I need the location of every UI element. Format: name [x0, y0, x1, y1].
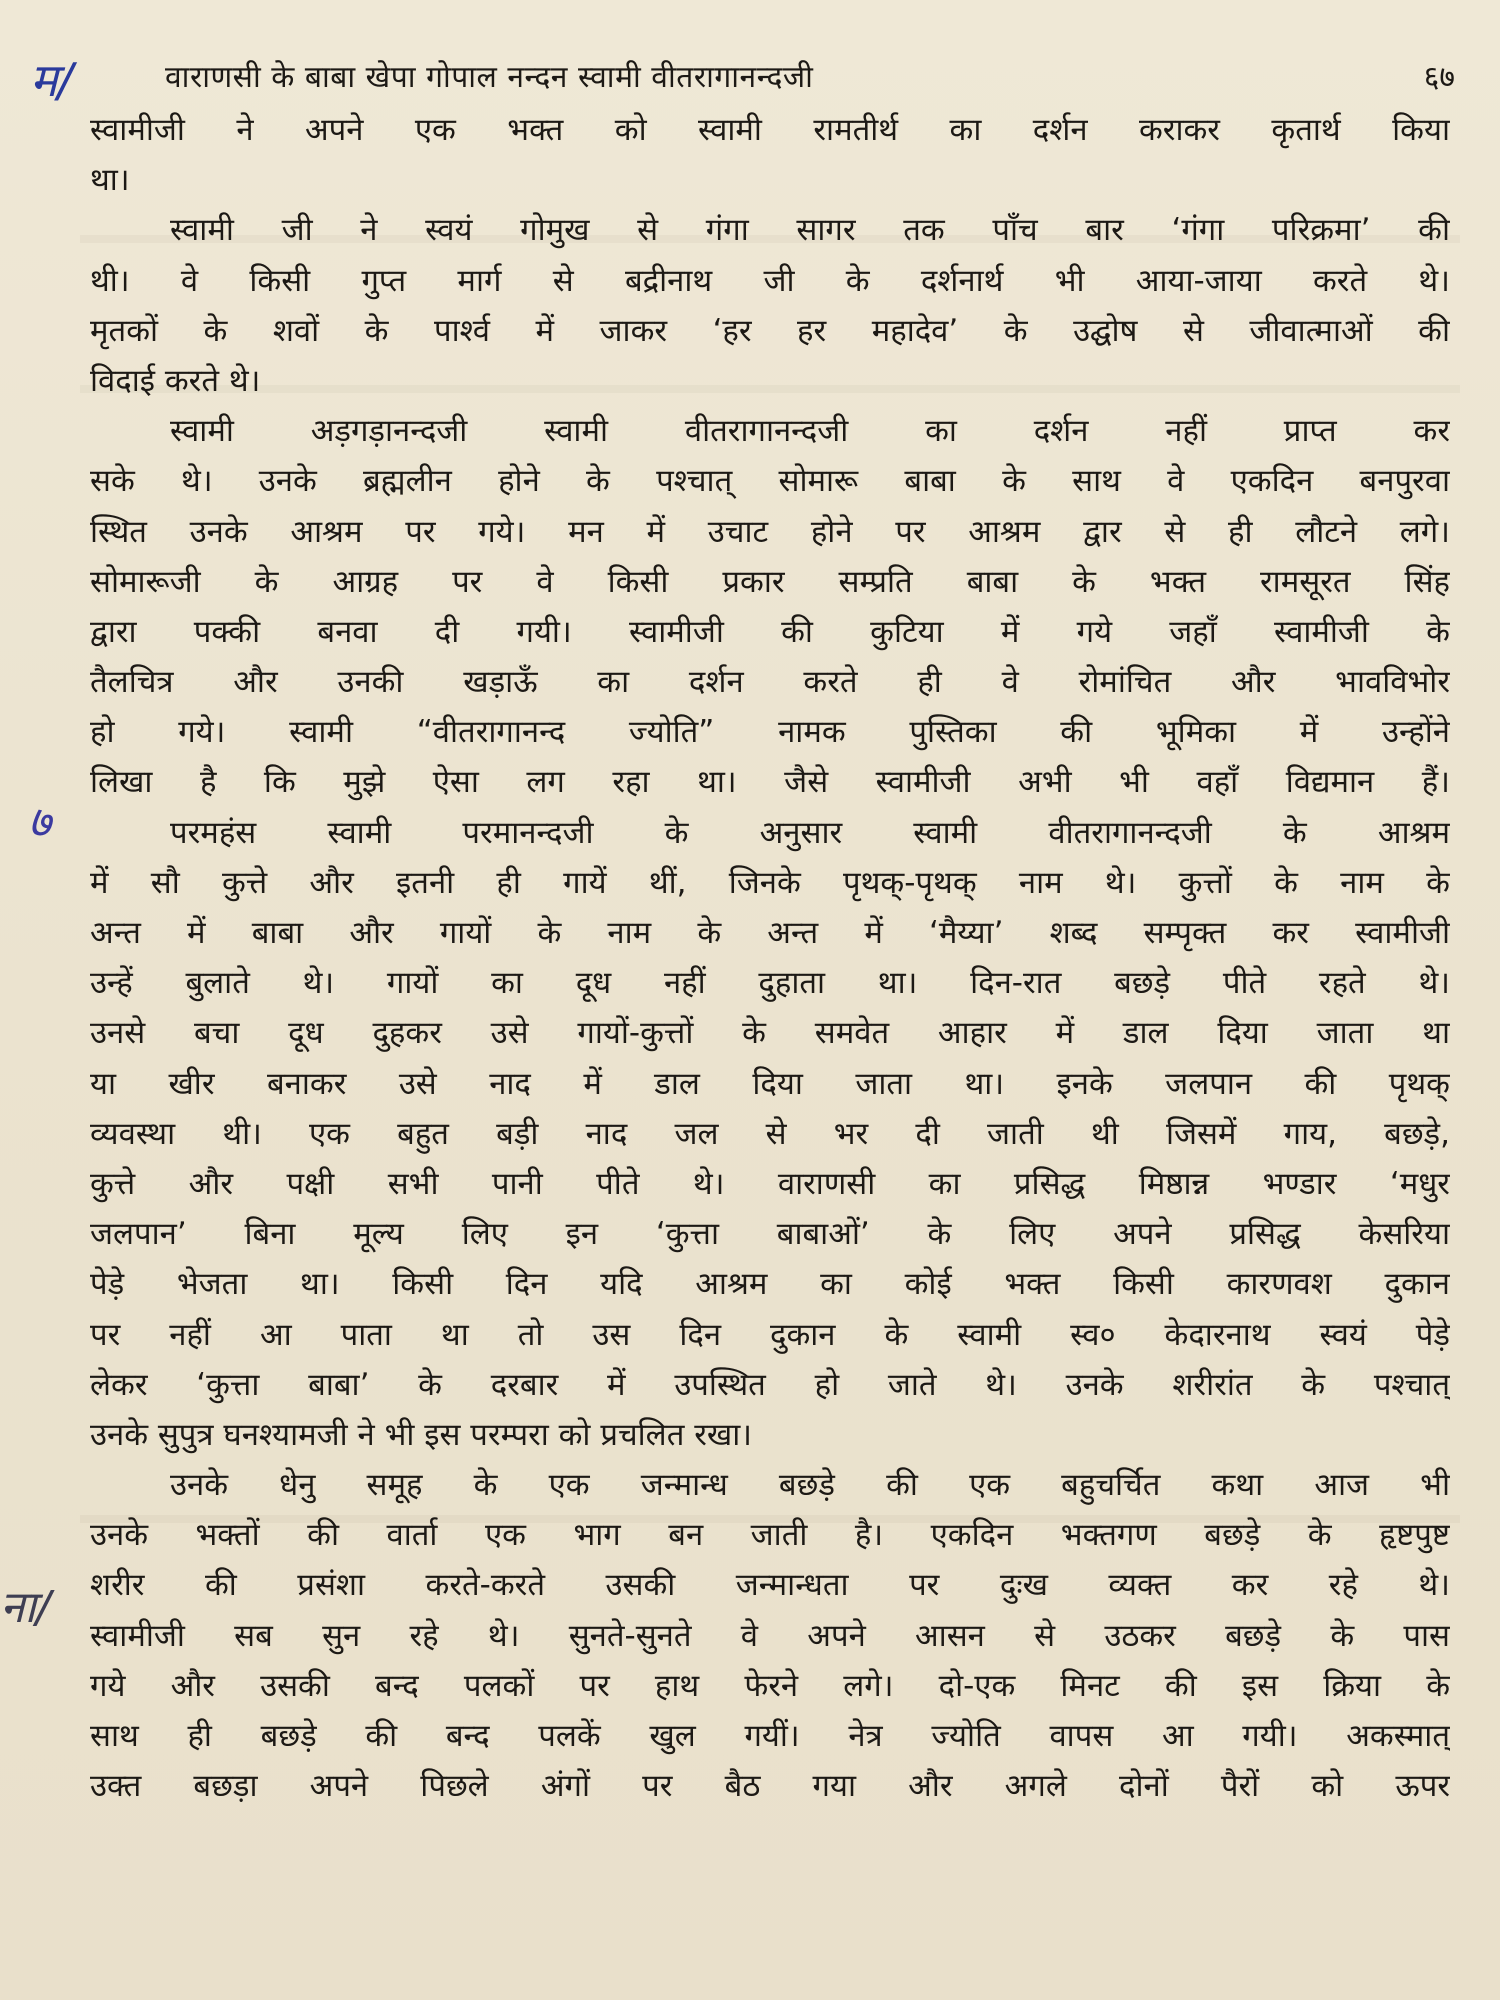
paragraph: [90, 105, 1450, 205]
text-line: स्वामीजी ने अपने एक भक्त को स्वामी रामतीर्थ का दर्शन कराकर कृतार्थ किया: [90, 112, 1450, 148]
text-line: गये और उसकी बन्द पलकों पर हाथ फेरने लगे। दो-एक मिनट की इस क्रिया के: [90, 1667, 1450, 1704]
text-line: में सौ कुत्ते और इतनी ही गायें थीं, जिनके पृथक्-पृथक् नाम थे। कुत्तों के नाम के: [90, 864, 1450, 901]
paragraph: [90, 808, 1450, 1460]
text-line: लिखा है कि मुझे ऐसा लग रहा था। जैसे स्वामीजी अभी भी वहाँ विद्यमान हैं।: [90, 764, 1450, 801]
text-line: था।: [90, 162, 130, 199]
text-line: हो गये। स्वामी “वीतरागानन्द ज्योति” नामक पुस्तिका की भूमिका में उन्होंने: [90, 714, 1450, 751]
text-line: पर नहीं आ पाता था तो उस दिन दुकान के स्वामी स्व० केदारनाथ स्वयं पेड़े: [90, 1316, 1450, 1353]
paragraph: [90, 1460, 1450, 1811]
text-line: स्वामी अड़गड़ानन्दजी स्वामी वीतरागानन्दजी का दर्शन नहीं प्राप्त कर: [170, 413, 1450, 450]
text-line: सके थे। उनके ब्रह्मलीन होने के पश्चात् सोमारू बाबा के साथ वे एकदिन बनपुरवा: [90, 463, 1450, 500]
page-number: ६७: [1423, 60, 1455, 95]
text-line: शरीर की प्रसंशा करते-करते उसकी जन्मान्धता पर दुःख व्यक्त कर रहे थे।: [90, 1567, 1450, 1604]
text-line: विदाई करते थे।: [90, 362, 261, 399]
paragraph: [90, 406, 1450, 808]
text-line: स्थित उनके आश्रम पर गये। मन में उचाट होने पर आश्रम द्वार से ही लौटने लगे।: [90, 513, 1450, 550]
text-line: उन्हें बुलाते थे। गायों का दूध नहीं दुहाता था। दिन-रात बछड़े पीते रहते थे।: [90, 965, 1450, 1002]
text-line: परमहंस स्वामी परमानन्दजी के अनुसार स्वामी वीतरागानन्दजी के आश्रम: [170, 814, 1450, 851]
text-line: उनके सुपुत्र घनश्यामजी ने भी इस परम्परा को प्रचलित रखा।: [90, 1416, 753, 1453]
text-line: स्वामीजी सब सुन रहे थे। सुनते-सुनते वे अपने आसन से उठकर बछड़े के पास: [90, 1617, 1450, 1654]
text-line: उनके भक्तों की वार्ता एक भाग बन जाती है। एकदिन भक्तगण बछड़े के हृष्टपुष्ट: [90, 1517, 1450, 1554]
margin-annotation: म/: [30, 53, 74, 107]
body-text: [90, 105, 1450, 1811]
text-line: व्यवस्था थी। एक बहुत बड़ी नाद जल से भर दी जाती थी जिसमें गाय, बछड़े,: [90, 1115, 1450, 1152]
text-line: उनसे बचा दूध दुहकर उसे गायों-कुत्तों के समवेत आहार में डाल दिया जाता था: [90, 1015, 1450, 1052]
text-line: उनके धेनु समूह के एक जन्मान्ध बछड़े की एक बहुचर्चित कथा आज भी: [170, 1467, 1450, 1504]
text-line: लेकर ‘कुत्ता बाबा’ के दरबार में उपस्थित हो जाते थे। उनके शरीरांत के पश्चात्: [90, 1366, 1450, 1403]
text-line: तैलचित्र और उनकी खड़ाऊँ का दर्शन करते ही वे रोमांचित और भावविभोर: [90, 664, 1450, 701]
text-line: अन्त में बाबा और गायों के नाम के अन्त में ‘मैय्या’ शब्द सम्पृक्त कर स्वामीजी: [90, 915, 1450, 951]
text-line: सोमारूजी के आग्रह पर वे किसी प्रकार सम्प्रति बाबा के भक्त रामसूरत सिंह: [90, 563, 1450, 600]
paragraph: [90, 205, 1450, 406]
page-header: [165, 55, 1455, 107]
text-line: उक्त बछड़ा अपने पिछले अंगों पर बैठ गया और अगले दोनों पैरों को ऊपर: [90, 1768, 1450, 1805]
text-line: स्वामी जी ने स्वयं गोमुख से गंगा सागर तक पाँच बार ‘गंगा परिक्रमा’ की: [170, 212, 1450, 249]
text-line: थी। वे किसी गुप्त मार्ग से बद्रीनाथ जी के दर्शनार्थ भी आया-जाया करते थे।: [90, 262, 1450, 299]
text-line: पेड़े भेजता था। किसी दिन यदि आश्रम का कोई भक्त किसी कारणवश दुकान: [90, 1266, 1450, 1303]
text-line: साथ ही बछड़े की बन्द पलकें खुल गयीं। नेत्र ज्योति वापस आ गयी। अकस्मात्: [90, 1718, 1450, 1754]
text-line: जलपान’ बिना मूल्य लिए इन ‘कुत्ता बाबाओं’ के लिए अपने प्रसिद्ध केसरिया: [90, 1216, 1450, 1253]
text-line: मृतकों के शवों के पार्श्व में जाकर ‘हर हर महादेव’ के उद्घोष से जीवात्माओं की: [90, 312, 1450, 349]
running-head: वाराणसी के बाबा खेपा गोपाल नन्दन स्वामी वीतरागानन्दजी: [165, 60, 814, 95]
text-line: या खीर बनाकर उसे नाद में डाल दिया जाता था। इनके जलपान की पृथक्: [90, 1065, 1450, 1102]
text-line: कुत्ते और पक्षी सभी पानी पीते थे। वाराणसी का प्रसिद्ध मिष्ठान्न भण्डार ‘मधुर: [90, 1165, 1450, 1202]
text-line: द्वारा पक्की बनवा दी गयी। स्वामीजी की कुटिया में गये जहाँ स्वामीजी के: [90, 613, 1450, 650]
margin-annotation: ना/: [0, 1582, 51, 1633]
margin-annotation: ७: [28, 797, 51, 848]
